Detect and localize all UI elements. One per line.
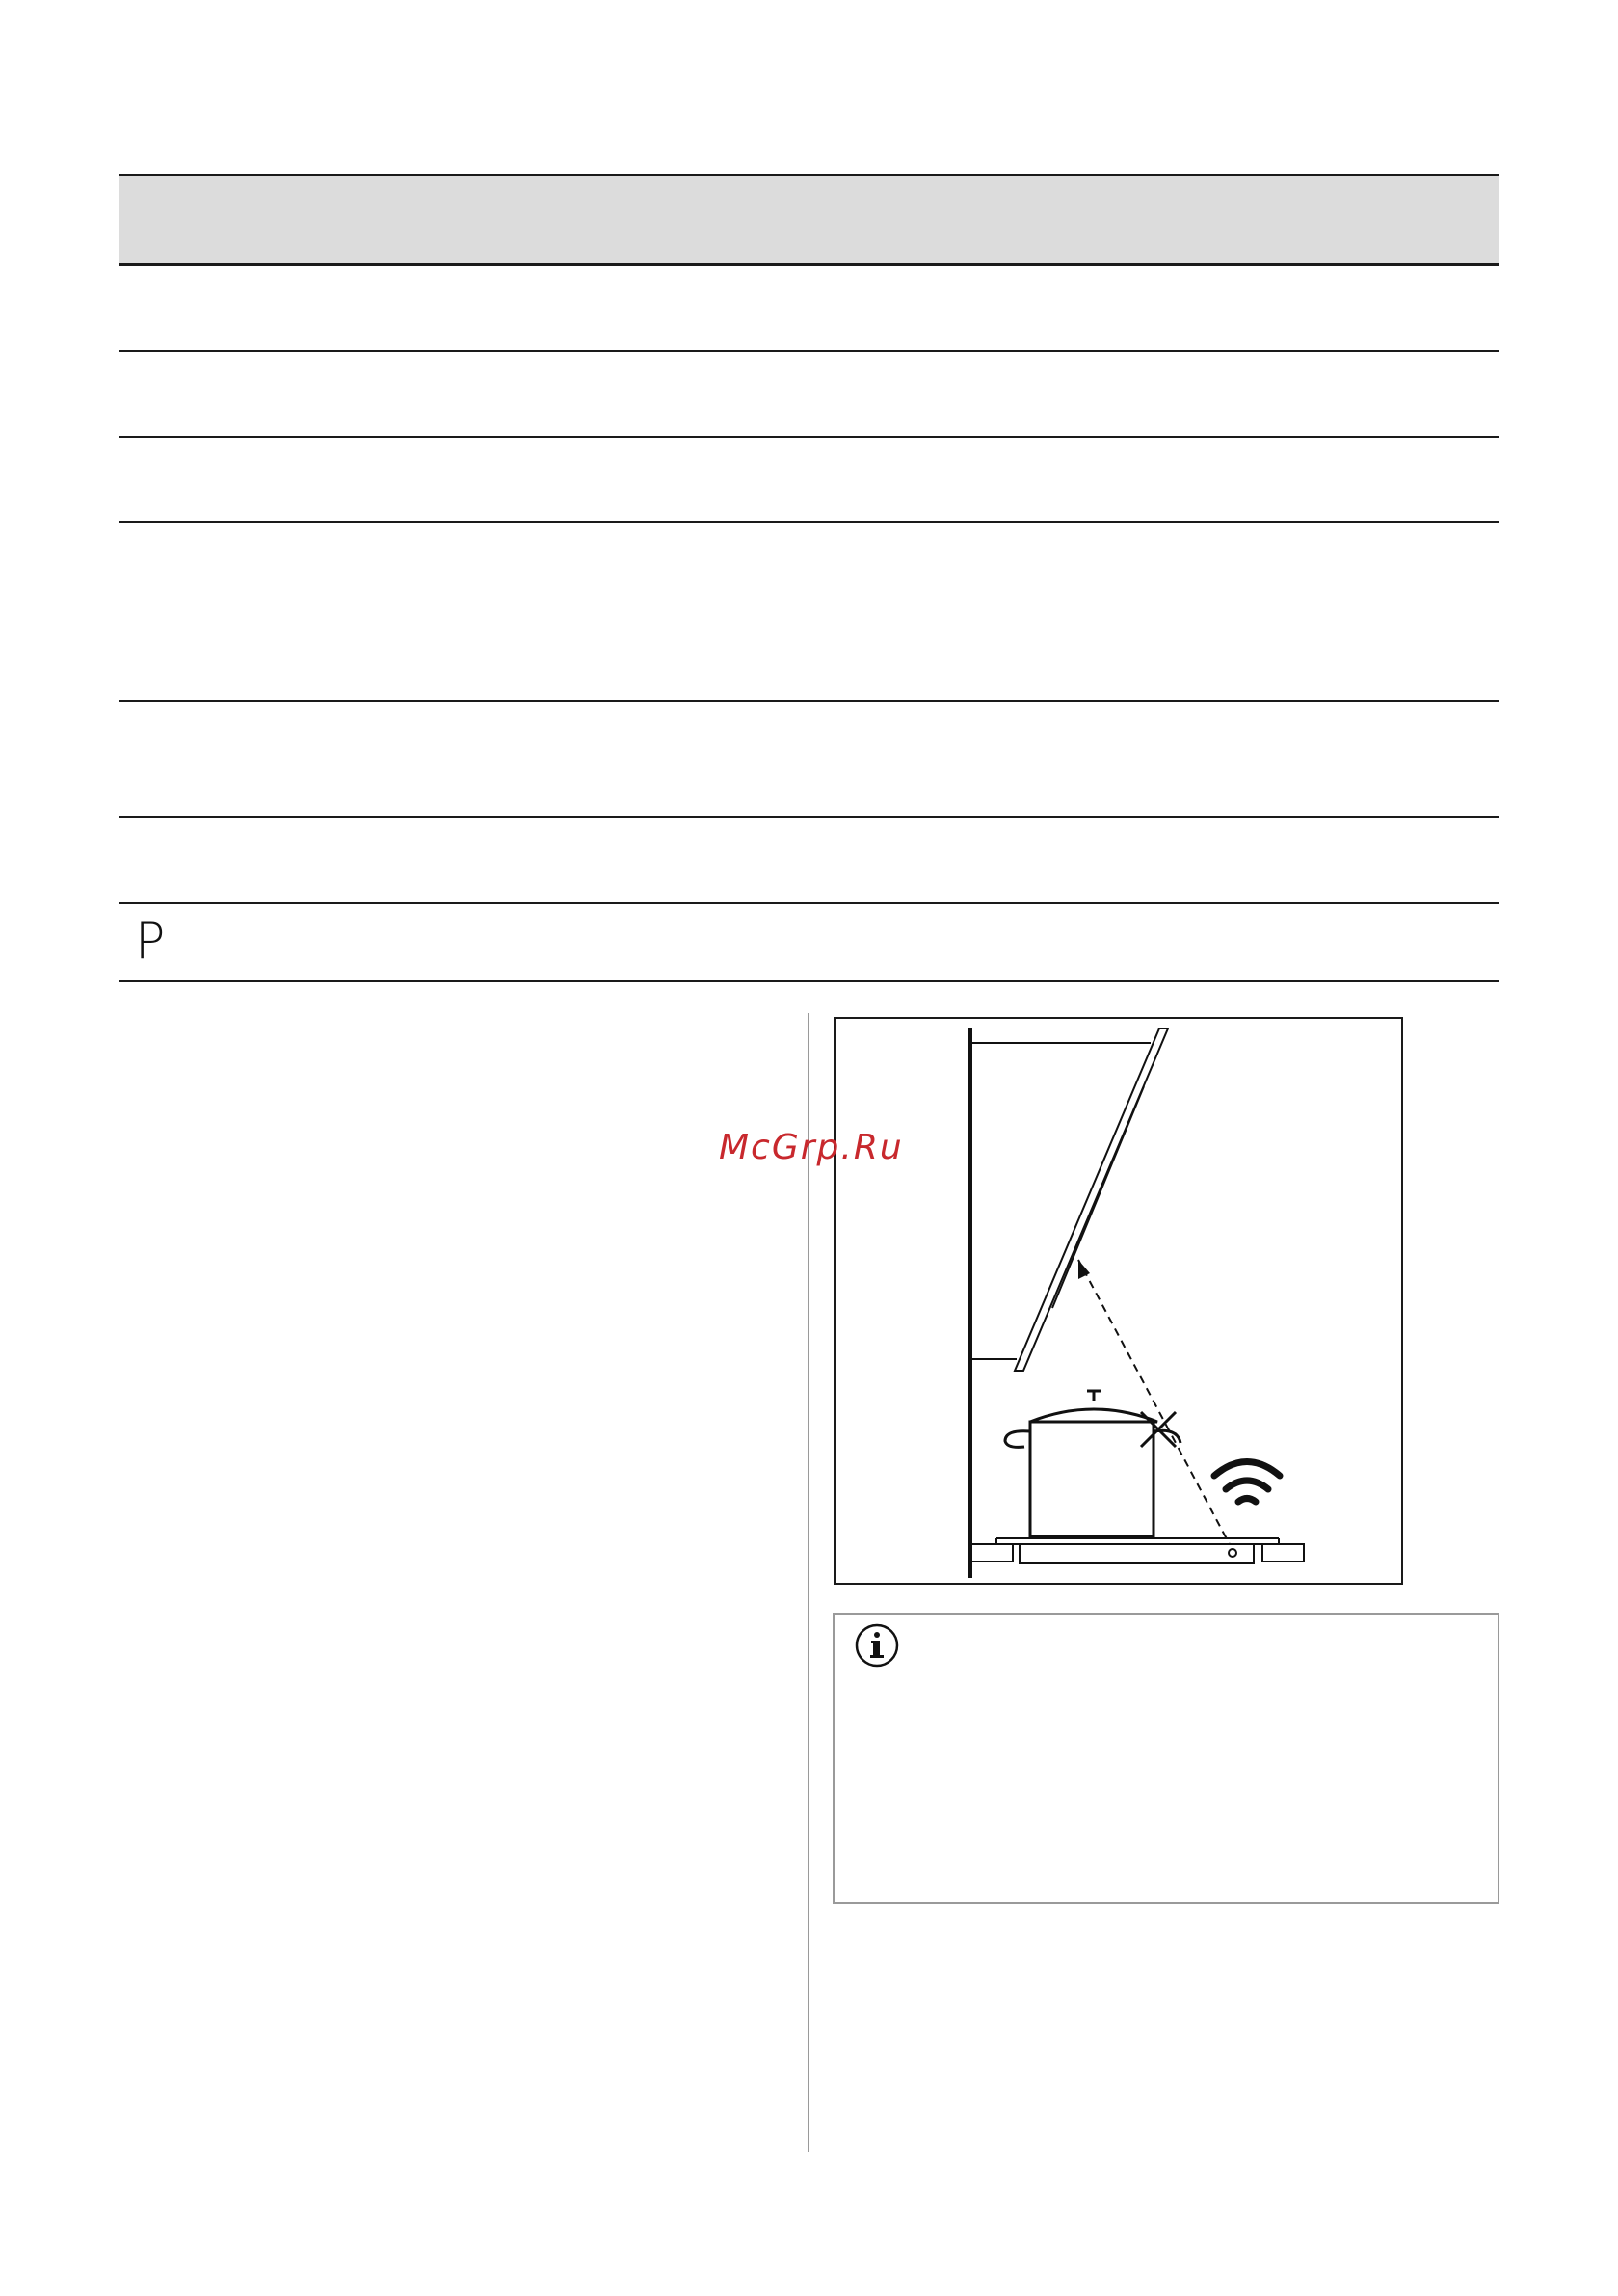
hob-sensor [1229,1549,1236,1557]
table-row [119,352,1499,438]
column-divider [808,1013,809,2152]
hob-body [1020,1544,1254,1563]
hob-hood-drawing [836,1019,1403,1585]
section-heading [119,907,1499,982]
hob-hood-illustration [834,1017,1403,1585]
table-row [119,266,1499,352]
hood-glass-inner-line [1052,1086,1144,1308]
wireless-signal-icon [1214,1462,1280,1477]
table-row [119,702,1499,818]
pot-body [1030,1422,1154,1536]
info-note-box [833,1613,1499,1904]
table-row [119,818,1499,904]
worktop-left [971,1544,1013,1562]
table-row [119,438,1499,523]
worktop-right [1262,1544,1304,1562]
spec-table [119,174,1499,904]
signal-arrow-head [1078,1260,1090,1279]
pot-handle-left [1005,1431,1030,1448]
hood-glass-panel [1015,1028,1168,1371]
table-header [119,174,1499,266]
section-letter: P [135,913,166,971]
info-circle-icon [854,1622,900,1669]
watermark-text: McGrp.Ru [719,1128,904,1167]
pot-lid [1030,1409,1157,1422]
table-row [119,523,1499,702]
